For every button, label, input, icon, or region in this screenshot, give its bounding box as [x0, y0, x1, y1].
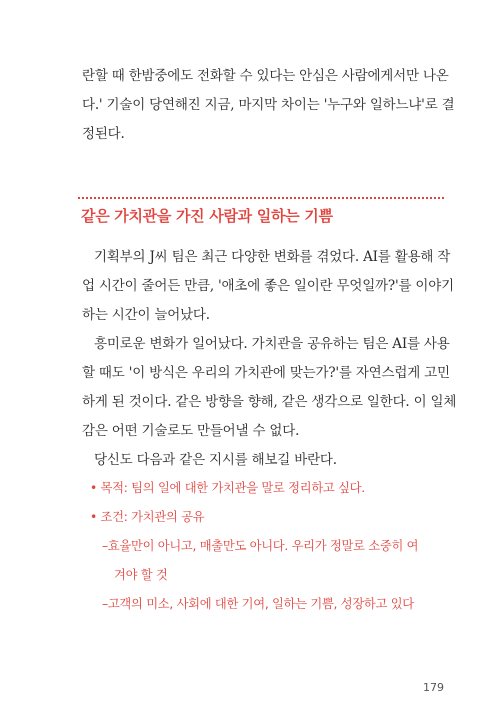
- text-line: 업 시간이 줄어든 만큼, '애초에 좋은 일이란 무엇일까?'를 이야기: [82, 278, 454, 294]
- text-line: 할 때도 '이 방식은 우리의 가치관에 맞는가?'를 자연스럽게 고민: [82, 365, 450, 381]
- list-item-purpose: • 목적: 팀의 일에 대한 가치관을 말로 정리하고 싶다.: [90, 481, 365, 495]
- text-line: 흥미로운 변화가 일어났다. 가치관을 공유하는 팀은 AI를 사용: [94, 336, 450, 352]
- text-line: 란할 때 한밤중에도 전화할 수 있다는 안심은 사람에게서만 나온: [82, 68, 449, 84]
- sub-item-customer: –고객의 미소, 사회에 대한 기여, 일하는 기쁨, 성장하고 있다: [102, 597, 414, 611]
- section-heading: 같은 가치관을 가진 사람과 일하는 기쁨: [81, 207, 333, 225]
- text-line: 다.' 기술이 당연해진 지금, 마지막 차이는 '누구와 일하느냐'로 결: [82, 97, 455, 113]
- text-line: 당신도 다음과 같은 지시를 해보길 바란다.: [94, 452, 337, 468]
- sub-item-efficiency: –효율만이 아니고, 매출만도 아니다. 우리가 정말로 소중히 여: [102, 539, 419, 553]
- page-number: 179: [423, 681, 444, 694]
- text-line: 하는 시간이 늘어났다.: [82, 307, 210, 323]
- list-item-condition: • 조건: 가치관의 공유: [90, 510, 205, 524]
- sub-item-efficiency-cont: 겨야 할 것: [114, 568, 168, 582]
- continued-paragraph: [82, 62, 455, 149]
- text-line: 기획부의 J씨 팀은 최근 다양한 변화를 겪었다. AI를 활용해 작: [94, 249, 451, 265]
- text-line: 정된다.: [82, 126, 125, 142]
- instruction-list: [90, 474, 440, 619]
- text-line: 감은 어떤 기술로도 만들어낼 수 없다.: [82, 423, 300, 439]
- section-body: [82, 243, 457, 475]
- text-line: 하게 된 것이다. 같은 방향을 향해, 같은 생각으로 일한다. 이 일체: [82, 394, 457, 410]
- section-divider: [78, 197, 444, 199]
